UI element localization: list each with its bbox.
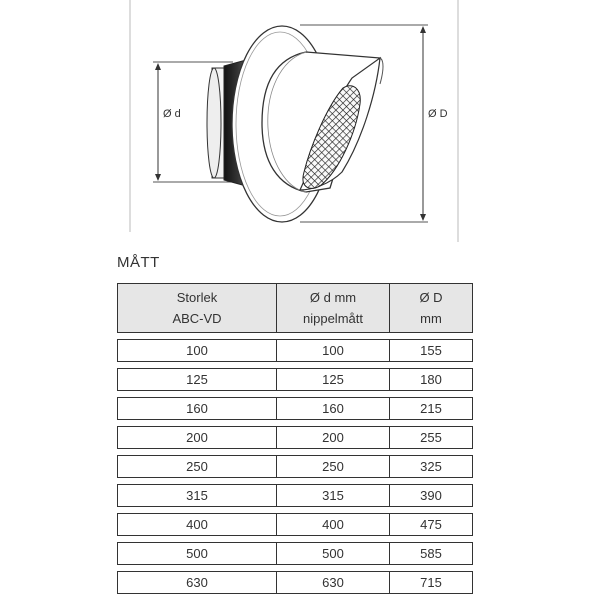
cell-nippel: 125 <box>276 368 389 391</box>
header-nippel-line1: Ø d mm <box>309 290 357 305</box>
cell-outer-diameter: 715 <box>389 571 473 594</box>
cell-outer-diameter: 325 <box>389 455 473 478</box>
cell-storlek: 250 <box>117 455 276 478</box>
table-row <box>117 339 473 362</box>
table-row <box>117 484 473 507</box>
small-diameter-label: Ø d <box>163 108 181 120</box>
cell-outer-diameter: 390 <box>389 484 473 507</box>
header-storlek <box>117 283 276 333</box>
cell-nippel: 100 <box>276 339 389 362</box>
cell-storlek: 200 <box>117 426 276 449</box>
cell-storlek: 500 <box>117 542 276 565</box>
dimensions-table <box>117 277 473 600</box>
cell-outer-diameter: 155 <box>389 339 473 362</box>
header-outer-diameter <box>389 283 473 333</box>
cell-nippel: 315 <box>276 484 389 507</box>
cell-outer-diameter: 215 <box>389 397 473 420</box>
cell-outer-diameter: 475 <box>389 513 473 536</box>
cell-storlek: 160 <box>117 397 276 420</box>
large-diameter-label: Ø D <box>428 108 448 120</box>
cell-outer-diameter: 585 <box>389 542 473 565</box>
header-nippel <box>276 283 389 333</box>
hood <box>262 52 383 192</box>
table-row <box>117 397 473 420</box>
cell-nippel: 630 <box>276 571 389 594</box>
table-row <box>117 513 473 536</box>
cell-outer-diameter: 255 <box>389 426 473 449</box>
header-storlek-line2: ABC-VD <box>172 311 222 326</box>
cell-nippel: 500 <box>276 542 389 565</box>
product-diagram <box>0 0 600 250</box>
cell-nippel: 250 <box>276 455 389 478</box>
cell-storlek: 125 <box>117 368 276 391</box>
table-row <box>117 426 473 449</box>
table-row <box>117 368 473 391</box>
header-storlek-line1: Storlek <box>176 290 218 305</box>
cell-nippel: 400 <box>276 513 389 536</box>
cell-outer-diameter: 180 <box>389 368 473 391</box>
cell-nippel: 200 <box>276 426 389 449</box>
cell-storlek: 630 <box>117 571 276 594</box>
cell-nippel: 160 <box>276 397 389 420</box>
header-nippel-line2: nippelmått <box>303 311 363 326</box>
table-row <box>117 571 473 594</box>
header-outer-diameter-line2: mm <box>420 311 442 326</box>
table-header-row <box>117 283 473 333</box>
cell-storlek: 100 <box>117 339 276 362</box>
table-row <box>117 455 473 478</box>
section-title: MÅTT <box>117 254 160 271</box>
header-outer-diameter-line1: Ø D <box>419 290 443 305</box>
cell-storlek: 315 <box>117 484 276 507</box>
table-row <box>117 542 473 565</box>
cell-storlek: 400 <box>117 513 276 536</box>
